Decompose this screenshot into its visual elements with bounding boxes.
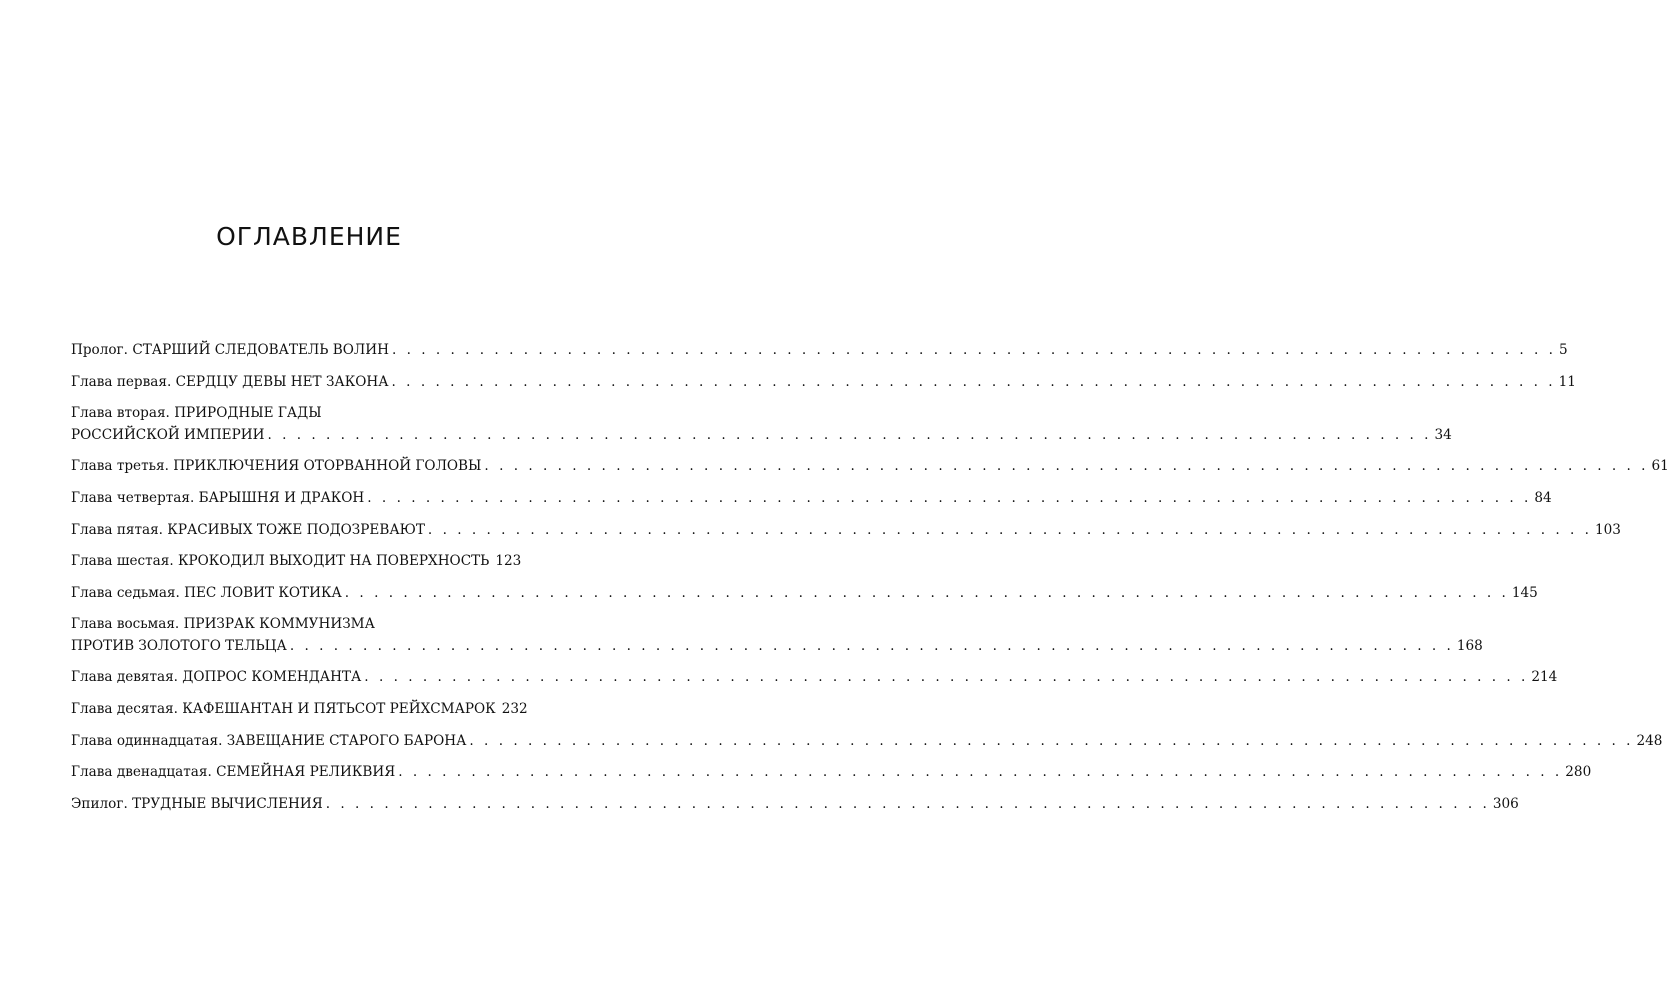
- toc-entry-line: [71, 404, 519, 423]
- toc-entry[interactable]: [71, 457, 1669, 476]
- toc-entry-title: Глава восьмая. ПРИЗРАК КОММУНИЗМА: [71, 616, 375, 633]
- toc-entry[interactable]: [71, 584, 1538, 603]
- toc-entry-title: Глава девятая. ДОПРОС КОМЕНДАНТА: [71, 669, 362, 686]
- toc-entry[interactable]: [71, 700, 528, 719]
- toc-entry[interactable]: [71, 404, 1452, 445]
- toc-entry-line: [71, 700, 528, 719]
- toc-page-number: 84: [1534, 489, 1552, 506]
- toc-page-number: 61: [1651, 458, 1669, 475]
- toc-entry-line: [71, 584, 1538, 603]
- toc-page-number: 5: [1559, 342, 1568, 358]
- toc-page-number: 232: [501, 701, 528, 717]
- toc-page-number: 123: [495, 553, 522, 570]
- toc-entry-line: [71, 615, 519, 634]
- dot-leader: . . . . . . . . . . . . . . . . . . . . . . . . . . . . . . . . . . . . . . . . . . . . . . . . . . . . . . . . . . . . . . . . . . . . . . . . . . . . . . . .: [367, 489, 1532, 506]
- toc-entry-line: [71, 457, 1669, 476]
- dot-leader: . . . . . . . . . . . . . . . . . . . . . . . . . . . . . . . . . . . . . . . . . . . . . . . . . . . . . . . . . . . . . . . . . . . . . . . . . . . . . . . .: [267, 426, 1432, 443]
- toc-entry-line: [71, 426, 1452, 445]
- toc-entry[interactable]: [71, 373, 1576, 392]
- toc-entry-line: [71, 373, 1576, 392]
- toc-page-number: 248: [1636, 732, 1663, 749]
- toc-page-number: 168: [1456, 637, 1483, 654]
- toc-page-number: 11: [1558, 373, 1576, 390]
- dot-leader: . . . . . . . . . . . . . . . . . . . . . . . . . . . . . . . . . . . . . . . . . . . . . . . . . . . . . . . . . . . . . . . . . . . . . . . . . . . . . . . .: [289, 637, 1454, 654]
- toc-entry[interactable]: [71, 521, 1621, 540]
- toc-entry[interactable]: [71, 615, 1483, 656]
- dot-leader: . . . . . . . . . . . . . . . . . . . . . . . . . . . . . . . . . . . . . . . . . . . . . . . . . . . . . . . . . . . . . . . . . . . . . . . . . . . . . . . .: [364, 669, 1529, 686]
- toc-page-number: 145: [1511, 584, 1538, 601]
- toc-entry-title: Пролог. СТАРШИЙ СЛЕДОВАТЕЛЬ ВОЛИН: [71, 342, 389, 358]
- toc-entry-line: [71, 637, 1483, 656]
- toc-entry-title: Эпилог. ТРУДНЫЕ ВЫЧИСЛЕНИЯ: [71, 795, 323, 812]
- dot-leader: . . . . . . . . . . . . . . . . . . . . . . . . . . . . . . . . . . . . . . . . . . . . . . . . . . . . . . . . . . . . . . . . . . . . . . . . . . . . . . . .: [391, 342, 1556, 358]
- dot-leader: . . . . . . . . . . . . . . . . . . . . . . . . . . . . . . . . . . . . . . . . . . . . . . . . . . . . . . . . . . . . . . . . . . . . . . . . . . . . . . . .: [391, 373, 1556, 390]
- toc-page-number: 280: [1565, 764, 1592, 781]
- toc-entry[interactable]: [71, 668, 1558, 687]
- dot-leader: . . . . . . . . . . . . . . . . . . . . . . . . . . . . . . . . . . . . . . . . . . . . . . . . . . . . . . . . . . . . . . . . . . . . . . . . . . . . . . . .: [398, 764, 1563, 781]
- dot-leader: . . . . . . . . . . . . . . . . . . . . . . . . . . . . . . . . . . . . . . . . . . . . . . . . . . . . . . . . . . . . . . . . . . . . . . . . . . . . . . . .: [344, 584, 1509, 601]
- toc-entry-line: [71, 552, 522, 571]
- toc-entry-title: РОССИЙСКОЙ ИМПЕРИИ: [71, 426, 265, 443]
- toc-entry[interactable]: [71, 489, 1552, 508]
- dot-leader: . . . . . . . . . . . . . . . . . . . . . . . . . . . . . . . . . . . . . . . . . . . . . . . . . . . . . . . . . . . . . . . . . . . . . . . . . . . . . . . .: [325, 795, 1490, 812]
- toc-entry[interactable]: [71, 552, 522, 571]
- toc-page-number: 306: [1492, 795, 1519, 812]
- toc-entry-line: [71, 763, 1592, 782]
- toc-entry-title: Глава одиннадцатая. ЗАВЕЩАНИЕ СТАРОГО БАРОНА: [71, 732, 467, 749]
- toc-entry-title: Глава пятая. КРАСИВЫХ ТОЖЕ ПОДОЗРЕВАЮТ: [71, 521, 425, 538]
- toc-entry-line: [71, 341, 1568, 360]
- toc-entry[interactable]: [71, 763, 1592, 782]
- toc-page-number: 103: [1594, 521, 1621, 538]
- toc-entry-title: Глава шестая. КРОКОДИЛ ВЫХОДИТ НА ПОВЕРХНОСТЬ: [71, 553, 490, 570]
- page-title: ОГЛАВЛЕНИЕ: [216, 222, 402, 251]
- toc-page-number: 214: [1531, 669, 1558, 686]
- toc-entry-title: Глава четвертая. БАРЫШНЯ И ДРАКОН: [71, 489, 365, 506]
- toc-entry-line: [71, 489, 1552, 508]
- toc-entry-title: Глава вторая. ПРИРОДНЫЕ ГАДЫ: [71, 405, 322, 422]
- toc-entry-title: Глава третья. ПРИКЛЮЧЕНИЯ ОТОРВАННОЙ ГОЛОВЫ: [71, 458, 482, 475]
- dot-leader: . . . . . . . . . . . . . . . . . . . . . . . . . . . . . . . . . . . . . . . . . . . . . . . . . . . . . . . . . . . . . . . . . . . . . . . . . . . . . . . .: [484, 458, 1649, 475]
- dot-leader: . . . . . . . . . . . . . . . . . . . . . . . . . . . . . . . . . . . . . . . . . . . . . . . . . . . . . . . . . . . . . . . . . . . . . . . . . . . . . . . .: [427, 521, 1592, 538]
- toc-entry[interactable]: [71, 732, 1663, 751]
- toc-entry-title: Глава седьмая. ПЕС ЛОВИТ КОТИКА: [71, 584, 342, 601]
- toc-entry-title: Глава первая. СЕРДЦУ ДЕВЫ НЕТ ЗАКОНА: [71, 373, 389, 390]
- toc-page-number: 34: [1434, 426, 1452, 443]
- toc-entry[interactable]: [71, 341, 1568, 360]
- dot-leader: . . . . . . . . . . . . . . . . . . . . . . . . . . . . . . . . . . . . . . . . . . . . . . . . . . . . . . . . . . . . . . . . . . . . . . . . . . . . . . . .: [469, 732, 1634, 749]
- toc-entry-title: Глава десятая. КАФЕШАНТАН И ПЯТЬСОТ РЕЙХСМАРОК: [71, 701, 496, 717]
- toc-entry-line: [71, 521, 1621, 540]
- toc-entry-line: [71, 795, 1519, 814]
- toc-entry[interactable]: [71, 795, 1519, 814]
- toc-entry-line: [71, 668, 1558, 687]
- toc-entry-line: [71, 732, 1663, 751]
- toc-entry-title: Глава двенадцатая. СЕМЕЙНАЯ РЕЛИКВИЯ: [71, 764, 396, 781]
- toc-entry-title: ПРОТИВ ЗОЛОТОГО ТЕЛЬЦА: [71, 637, 287, 654]
